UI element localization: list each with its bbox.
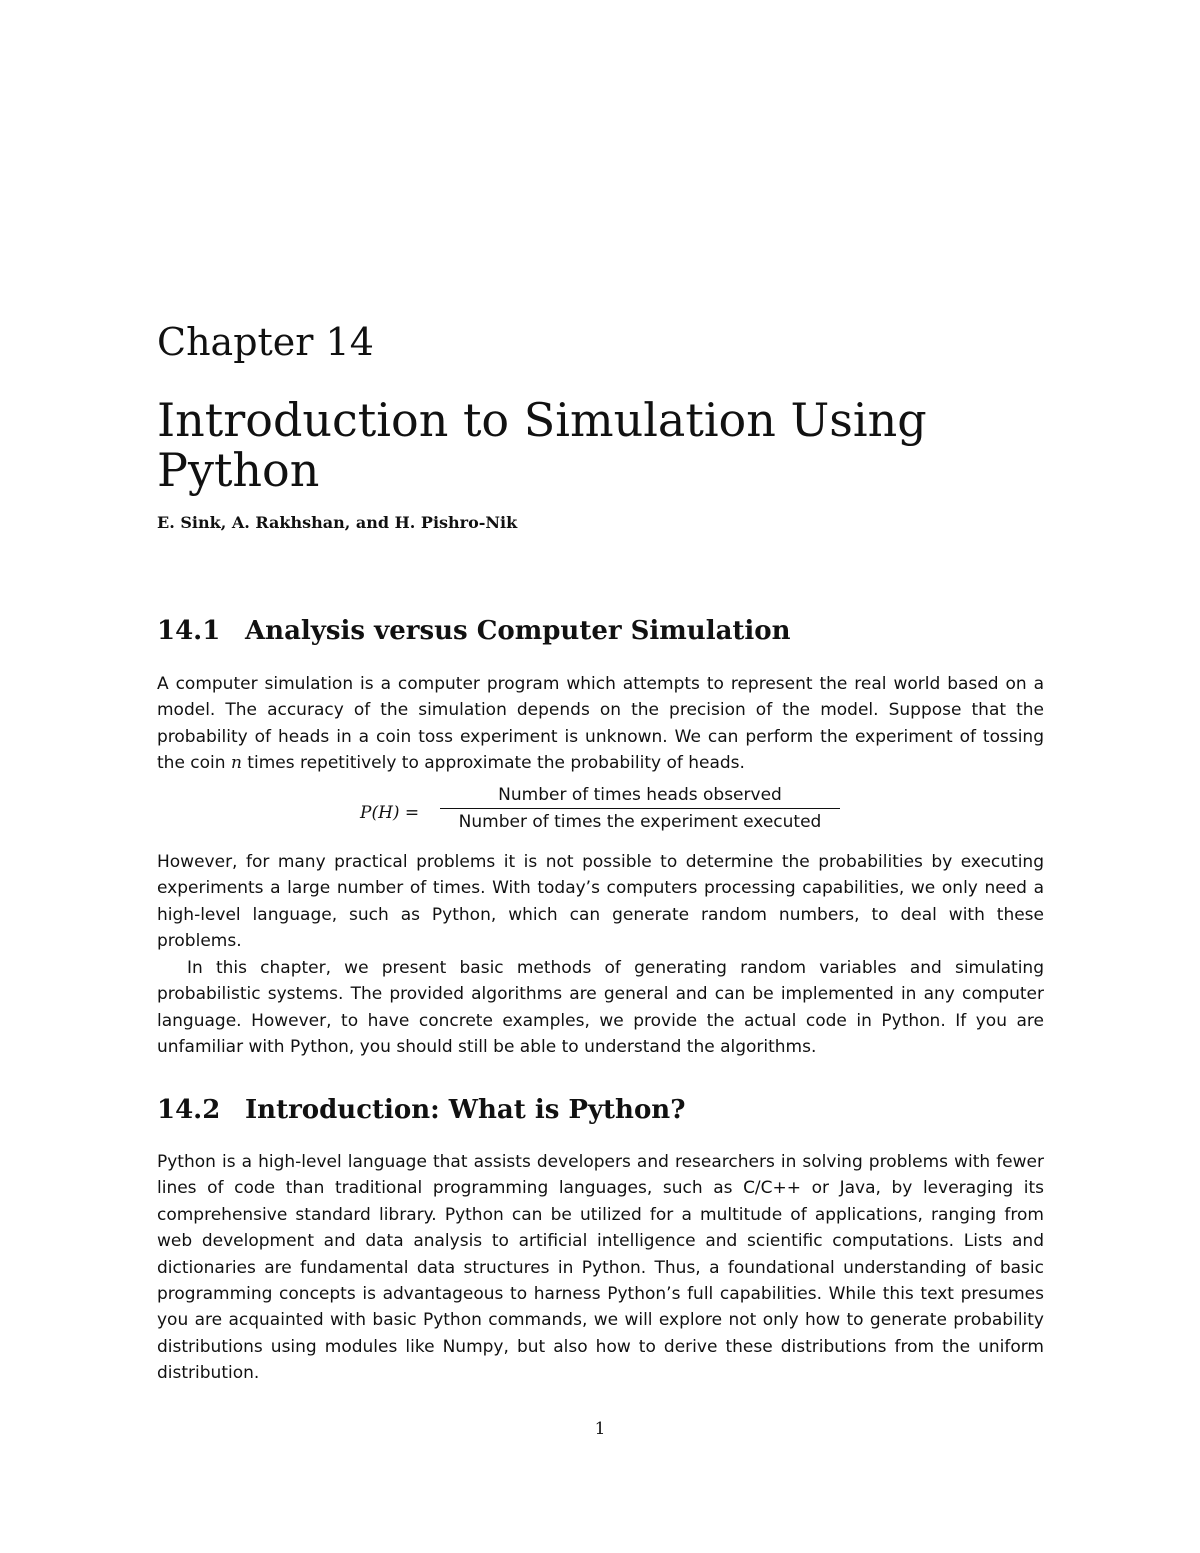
paragraph: Python is a high-level language that assists developers and researchers in solving problems with fewer lines of code than traditional programming languages, such as C/C++ or Java, by leveraging its comprehensive standard library. Python can be utilized for a multitude of applications, ranging from web development and data analysis to artificial intelligence and scientific computations. Lists and dictionaries are fundamental data structures in Python. Thus, a foundational understanding of basic programming concepts is advantageous to harness Python’s full capabilities. While this text presumes you are acquainted with basic Python commands, we will explore not only how to generate probability distributions using modules like Numpy, but also how to derive these distributions from the uniform distribution. — [157, 1152, 1044, 1384]
paragraph: In this chapter, we present basic methods of generating random variables and simulating probabilistic systems. The provided algorithms are general and can be implemented in any computer language. However, to have concrete examples, we provide the actual code in Python. If you are unfamiliar with Python, you should still be able to understand the algorithms. — [157, 958, 1044, 1058]
probability-equation — [360, 785, 840, 841]
math-variable: n — [230, 753, 242, 774]
paragraph-text: times repetitively to approximate the probability of heads. — [241, 753, 745, 774]
fraction-numerator: Number of times heads observed — [498, 785, 782, 805]
section-heading-14-2 — [157, 1095, 685, 1125]
section-heading-14-1 — [157, 616, 791, 646]
equation-lhs: P(H) = — [360, 803, 420, 823]
section-title: Analysis versus Computer Simulation — [245, 616, 791, 646]
section-number: 14.1 — [157, 616, 221, 646]
paragraph — [157, 671, 1044, 777]
authors: E. Sink, A. Rakhshan, and H. Pishro-Nik — [157, 513, 518, 532]
chapter-title: Introduction to Simulation Using Python — [157, 393, 927, 497]
paragraph-text: A computer simulation is a computer program which attempts to represent the real world based on a model. The accuracy of the simulation depends on the precision of the model. Suppose that the probability of heads in a coin toss experiment is unknown. We can perform the experiment of tossing the coin — [157, 674, 1044, 774]
page-number: 1 — [594, 1419, 606, 1439]
section-title: Introduction: What is Python? — [245, 1095, 686, 1125]
chapter-label: Chapter 14 — [157, 320, 374, 364]
equation-fraction — [440, 785, 840, 832]
section-number: 14.2 — [157, 1095, 221, 1125]
paragraph: However, for many practical problems it is not possible to determine the probabilities by executing experiments a large number of times. With today’s computers processing capabilities, we only need a high-level language, such as Python, which can generate random numbers, to deal with these problems. — [157, 852, 1044, 952]
fraction-denominator: Number of times the experiment executed — [458, 812, 822, 832]
